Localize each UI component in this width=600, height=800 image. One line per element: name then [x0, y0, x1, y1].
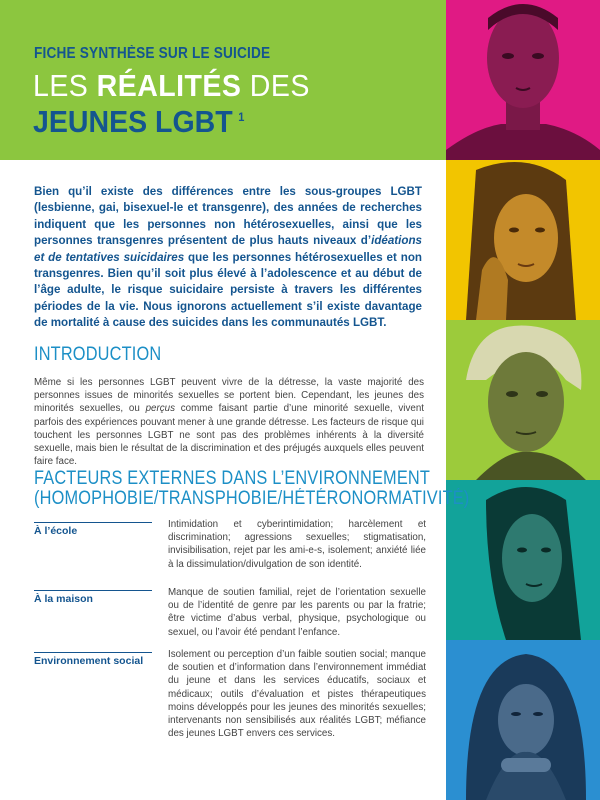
page-title-line2: JEUNES LGBT $^1$: [33, 104, 245, 139]
factors-heading-line1: FACTEURS EXTERNES DANS L’ENVIRONNEMENT: [34, 468, 431, 489]
introduction-paragraph: Même si les personnes LGBT peuvent vivre de la détresse, la vaste majorité des personnes issues de minorités sexuelles se portent bien. Cependant, les jeunes des minorités sexuelles, ou perçus comme faisant partie d’une minorité sexuelle, vivent parfois des expériences pouvant mener à une grande détresse. Les facteurs de risque qui touchent les personnes LGBT ne sont pas des problèmes inhérents à la diversité sexuelle, mais bien le résultat de la discrimination et des préjugés auxquels elles peuvent faire face.: [34, 377, 424, 468]
portrait-photo-5: [446, 640, 600, 800]
factor-text: Manque de soutien familial, rejet de l’orientation sexuelle ou de l’identité de genre par les parents ou par la fratrie; être victime d’abus verbal, physique, psychologique ou sexuel, ou l’avoir été pendant l’enfance.: [168, 587, 426, 638]
factor-row-school: [34, 518, 426, 586]
factor-label: À l’école: [34, 522, 152, 537]
factor-row-home: [34, 586, 426, 648]
factor-text: Isolement ou perception d’un faible soutien social; manque de soutien et d’information dans l’environnement immédiat du jeune et dans les services éducatifs, sociaux et médicaux; outils d’évaluation et pistes thérapeutiques moins développés pour les jeunes des minorités sexuelles; intervenants non sensibilisés aux réalités LGBT; méfiance des jeunes LGBT envers ces services.: [168, 649, 426, 740]
factor-label: À la maison: [34, 590, 152, 605]
portrait-photo-3: [446, 320, 600, 480]
factor-label: Environnement social: [34, 652, 152, 667]
header-banner: [0, 0, 446, 160]
document-kicker: FICHE SYNTHÈSE SUR LE SUICIDE: [34, 45, 271, 62]
portrait-photo-2: [446, 160, 600, 320]
footnote-mark: 1: [238, 109, 245, 124]
introduction-heading: INTRODUCTION: [34, 344, 162, 365]
factor-row-social: [34, 648, 426, 740]
photo-column: [446, 0, 600, 800]
page-title-line1: LES RÉALITÉS DES: [33, 68, 310, 103]
factors-heading-line2: (HOMOPHOBIE/TRANSPHOBIE/HÉTÉRONORMATIVITÉ): [34, 488, 470, 509]
factor-text: Intimidation et cyberintimidation; harcèlement et discrimination; agressions sexuelles; stigmatisation, invisibilisation, rejet par les ami-e-s, isolement; anxiété liée à la dissimulation/divulgation de son identité.: [168, 519, 426, 570]
lead-paragraph: Bien qu’il existe des différences entre les sous-groupes LGBT (lesbienne, gai, bisexuel-le et transgenre), des années de recherches indiquent que les personnes non hétérosexuelles, ainsi que les personnes transgenres présentent de plus hauts niveaux d’idéations et de tentatives suicidaires que les personnes hétérosexuelles et non transgenres. Bien qu’il soit plus élevé à l’adolescence et au début de l’âge adulte, le risque suicidaire persiste à travers les différentes périodes de la vie. Nous ignorons actuellement s’il existe davantage de mortalité à cause des suicides dans les communautés LGBT.: [34, 185, 422, 330]
portrait-photo-1: [446, 0, 600, 160]
factors-table: [34, 518, 426, 740]
